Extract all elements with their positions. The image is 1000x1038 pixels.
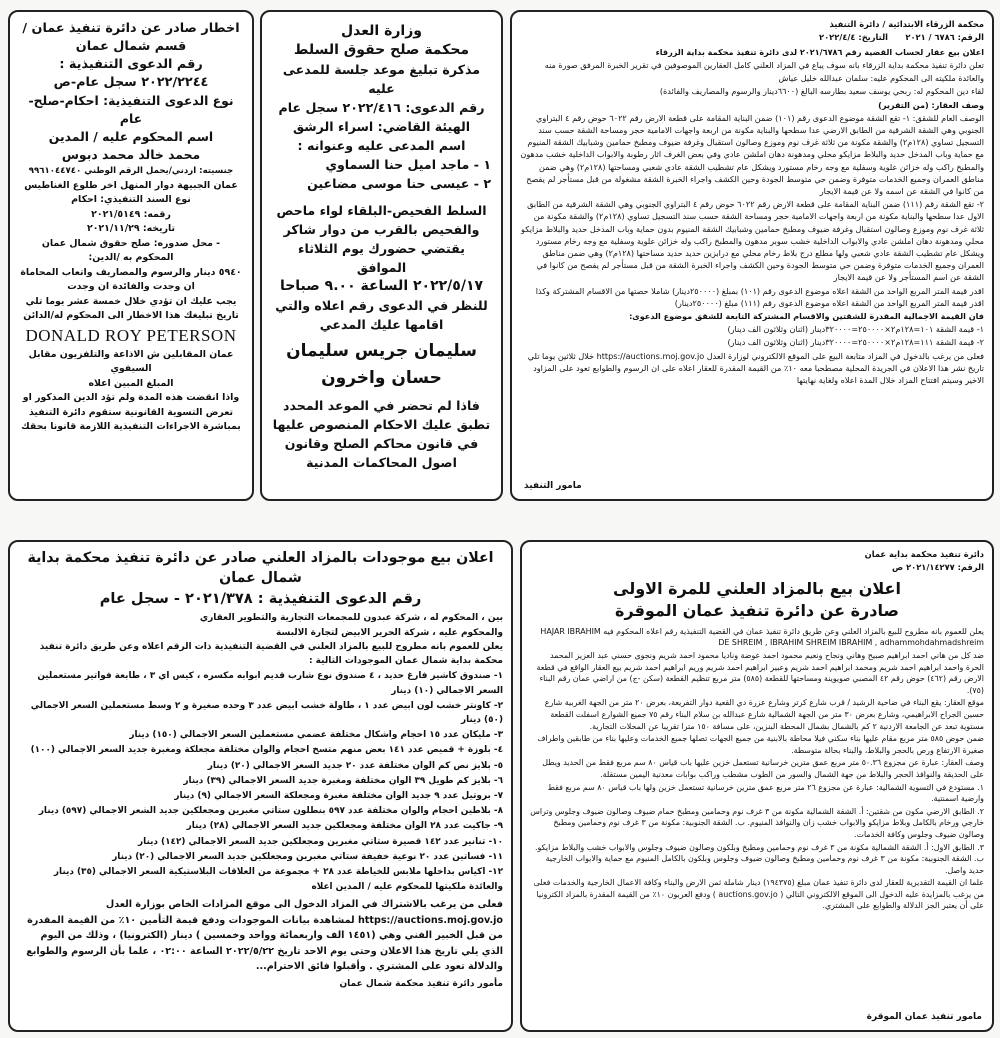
ad3-debtor-label: اسم المحكوم عليه / المدين [48,129,214,144]
ad2-attend: يقتضي حضورك يوم الثلاثاء الموافق [298,241,465,275]
ad4-body [530,626,984,912]
ad1-p5: الوصف العام للشقق: ١- تقع الشقة موضوع الدعوى رقم (١٠١) ضمن البناية المقامة على قطعة الارض رقم ٦٠٢٢ حوض رقم ٤ البتراوي الجنوبي وهي الشقة الشرقية من الطابق الارضي عدا سطحها والبناية مكونة من اربعة واجهات الامامية حجر ومساحة الشقة حسب سند التسجيل تساوي (١٢٨م٢) والشقة مكونة من ثلاثة غرف نوم وموزع وصالون استقبال وغرفة ضيوف ومطبخ حمامين وشبابيك الشقة المنيوم مع حماية وباب المدخل حديد والبلاط مزايكو محلي ومدهونة دهان املشن عادي وفي بعض الغرف اثار رطوبة والابواب الداخلية خشب مدهون والمطبخ راكب وله خزائن علوية وسفلية مع وجه رخام مستورد ويشكل عام تشطيب الشقة عادي شعبي ومساحتها (١٢٨م٢) وهي ضمن مناطق العمران وجميع الخدمات متوفرة وضمن حي متوسط الجودة وحين الكشف واجراء الخبرة الشقة مشغولة من قبل مستأجر لم يفصح من كانوا في الشقة عن اسمه ولا عن قيمة الايجار [520,112,984,197]
list-item: ١٠- تنانير عدد ١٤٢ قصيرة ستاتي مغبرين ومجعلكين جديد السعر الاجمالي (١٤٢) دينار [138,836,503,847]
ad4-title-1: اعلان بيع بالمزاد العلني للمرة الاولى [613,578,901,598]
ad3-debtor: محمد خالد محمد دبوس [61,147,201,162]
ad5-title-1: اعلان بيع موجودات بالمزاد العلني صادر عن دائرة تنفيذ محكمة بداية شمال عمان [27,550,494,586]
list-item: ١- صندوق كاشير فارغ حديد ، ٤ صندوق نوع شارب قديم ابوابه مكسره ، كيس اي ٣ ، طابعة فواتير مستعملين السعر الاجمالي (١٠) دينار [37,671,503,696]
ad1-court: محكمة الزرقاء الابتدائية / دائرة التنفيذ [829,19,984,29]
ad4-p0: يعلن للعموم بانه مطروح للبيع بالمزاد العلني وعن طريق دائرة تنفيذ عمان في القضية التنفيذية رقم اعلاه المحكوم فيه HAJAR IBRAHIM DE SHREIM , IBRAHIM SHREIM IBRAHIM , adhammohdahmadshreim [540,626,984,648]
ad3-amount-ref: المبلغ المبين اعلاه [88,377,174,389]
list-item: ١٢- اكياس بداخلها ملابس للخياطة عدد ٢٨ + مجموعة من العلاقات البلاستيكية السعر الاجمالي (٣٥) دينار [53,867,503,878]
ad2-date-time: ٢٠٢٢/٥/١٧ الساعة ٩.٠٠ صباحا [279,278,484,294]
ad-amman-notice [8,10,254,501]
list-item: ١١- فساتين عدد ٢٠ نوعية خفيفة ستاتي مغبرين ومجعلكين جديد السعر الاجمالي (٢٠) دينار [112,851,503,862]
ad3-footer [18,348,244,435]
ad5-announce: يعلن للعموم بانه مطروح للبيع بالمزاد العلني في القضية التنفيذية ذات الرقم اعلاه وعن طريق دائرة تنفيذ محكمة بداية شمال عمان الموجودات التالية : [39,642,503,666]
ad4-p1: ضد كل من هاني احمد ابراهيم صبيح وهاني ونجاح ونعيم محمود احمد عوضة وناديا محمود احمد شريم ونجوى حسني عبد العزيز المحمد الحرة واحمد ابراهيم احمد شريم ومحمد ابراهيم احمد شريم وعبير ابراهيم احمد شريم وريم ابراهيم احمد شريم بيع العقار الواقع في قطعة الارض رقم (٤٦٢) حوض رقم ٤٢ المصبي صويوينة ومساحتها للقطعة (٥٨٥) متر مربع تنظيم القطعة (سكن -ج) من اراضي عمان رقم البناء (٧٥). [536,651,984,695]
ad1-p4: وصف العقار: (من التقرير) [878,99,984,110]
ad1-p3: لقاء دين المحكوم له: ربحي يوسف سعيد بطارسه البالغ (٦٦٠٠دينار والرسوم والمصاريف والفائدة) [659,86,984,97]
ad1-p1: تعلن دائرة تنفيذ محكمة بداية الزرقاء بانه سوف يباع في المزاد العلني كامل العقارين الموصوفين في تقرير الخبرة المرفق صورة منه [544,60,984,71]
ad1-p7: اقدر قيمة المتر المربع الواحد من الشقة اعلاه موضوع الدعوى رقم (١٠١) بمبلغ (٢٥٠٠٠٠دينار) شاملا حصتها من الاقسام المشتركة وكذا اقدر قيمة المتر المربع الواحد من الشقة اعلاه موضوع الدعوى رقم (١١١) مبلغ (٢٥٠٠٠٠دينار) [535,285,984,308]
ad5-items [18,669,503,894]
ad5-ownership: والعائدة ملكيتها للمحكوم عليه / المدين اعلاه [311,882,503,893]
ad3-creditor: DONALD ROY PETERSON [25,325,237,345]
ad4-p5: ١. مستودع في التسوية الشمالية: عبارة عن مجزوع ٢٦ متر مربع عمق مترين خرسانية تستعمل خزين ولها باب قياس ٨٠ سم مربع فقط وارضية اسمنتية. [547,782,984,804]
ad4-header [530,548,984,574]
list-item: ٨- بلاطين احجام والوان مختلفة عدد ٥٩٧ بنطلون ستاتي مغبرين ومجعلكين جديد الشعر الاجمالي (٥٩٧) دينار [38,806,503,817]
list-item: ٩- جاكيت عدد ٢٨ الوان مختلفة ومجعلكين جديد السعر الاجمالي (٢٨) دينار [186,821,503,832]
ad2-judge: الهيئة القاضي: اسراء الرشق [292,119,471,134]
ad1-p11: فعلى من يرغب بالدخول في المزاد متابعة البيع على الموقع الالكتروني لوزارة العدل https://auctions.moj.gov.jo خلال ثلاثين يوما تلي تاريخ نشر هذا الاعلان في الجريدة المحلية مصطحبا معه ١٠٪ من القيمة المقدرة للعقار اعلاه على ان الرسوم والطوابع تعود على المزاود الاخير وسيتم افتتاح المزاد خلال المدة اعلاه ولغاية نهايتها [527,350,984,386]
ad1-p6: ٢- تقع الشقة رقم (١١١) ضمن البناية المقامة على قطعة الارض رقم ٦٠٢٢ حوض رقم ٤ البتراوي الجنوبي وهي الشقة الشرقية من الطابق الاول عدا سطحها والبناية مكونة من اربعة واجهات الامامية حجر ومساحة الشقة حسب سند التسجيل تساوي (١٢٨م٢) والشقة مكونة من ثلاثة غرف نوم وموزع وصالون استقبال وغرفة ضيوف ومطبخ حمامين وشبابيك الشقة المنيوم بدون حماية وباب المدخل حديد والبلاط مزايكو محلي ومدهونة دهان املشن عادي والابواب الداخلية خشب سوبر مدهون والمطبخ راكب وله خزائن علوية وسفلية مع وجه رخام مستورد ويشكل عام تشطيب الشقة عادي شعبي ولها مطلع درج بلاط رخام محلي مع درابزين حديد حديد مساحتها (١٢٨م٢) وهي ضمن مناطق العمران وجميع الخدمات متوفرة وضمن حي متوسط الجودة وحين الكشف واجراء الخبرة الشقة من قبل مستأجر لم يفصح من كانوا في الشقة عن اسم المستأجر ولا عن قيمة الايجار [521,199,984,283]
ad1-date: التاريخ: ٢٠٢٢/٤/٤ [819,32,889,43]
ad1-body [520,46,984,386]
ad3-creditor-address: عمان المقابلين ش الاذاعة والتلفزيون مقابل السيفوي [28,348,234,374]
list-item: ٧- بروتيل عدد ٩ جديد الوان مختلفة مغبرة ومجعلكة السعر الاجمالي (٩) دينار [174,791,503,801]
ad2-ministry: وزارة العدل [341,23,422,39]
ad4-p8: علما ان القيمة التقديرية للعقار لدى دائرة تنفيذ عمان مبلغ (١٩٤٣٧٥) دينار شاملة ثمن الارض والبناء وكافة الاعمال الخارجية والخدمات فعلى من يرغب بالمزايدة عليه الدخول الى الموقع الالكتروني التالي ( auctions.gov.jo ) ودفع العربون ١٠٪ من القيمة المقدرة بالمزاد الكترونيا على أن يعتبر الجز الدلالة والطوابع على المشتري. [533,878,984,911]
ad4-title-2: صادرة عن دائرة تنفيذ عمان الموقرة [615,600,899,620]
ad4-p4: وصف العقار: عبارة عن مجزوع ٥٠.٣٦ متر مربع عمق مترين خرسانية تستعمل خزين عليها باب قياس ٨٠ سم مربع فقط من الحديد ويطل على الحديقة والنوافذ الحجر والبلاط من جهة الشمال والسور من الطوب مشطب وراكب بوابات معدنية اليمين مستقلة. [542,758,984,779]
ad1-header [520,18,984,44]
ad2-case-number: رقم الدعوى: ٢٠٢٢/٤١٦ سجل عام [278,100,485,115]
ad4-signature: مامور تنفيذ عمان الموقرة [866,1012,982,1022]
ad2-plaintiff: سليمان جريس سليمان حسان واخرون [286,341,477,388]
ad1-numbers [520,31,984,43]
ad3-doc-number: رقمه: ٢٠٢١/٥١٤٩ [91,208,171,220]
ad4-p6: ٢. الطابق الارضي مكون من شقتين: أ. الشقة الشمالية مكونة من ٣ غرف نوم وحمامين ومطبخ حمام ضيوف وصالون ضيوف وجلوس وتراس خارجي ورخام بالكامل وبلاط مزايكو والابواب خشب زان والنوافذ المنيوم. ب. الشقة الجنوبية: مكونة من ٣ غرف نوم وحمامين ومطبخ وصالون ضيوف وجلوس وكافة الخدمات. [530,806,984,839]
ad1-p9: ١- قيمة الشقة ١٠١=١٢٨م٢×٢٥٠٠٠٠=٣٢٠٠٠٠دينار (اثنان وثلاثون الف دينار) [727,324,984,335]
ad4-p2: موقع العقار: يقع البناء في ضاحية الرشيد / قرب شارع كرتر وشارع عزرة دي القعية دوار التفريعة، بعرض ٢٠ متر من الجهة الغربية شارع حسين الجراح الابراهيمي، وشارع بعرض ٣٠ متر من الجهة الشمالية شارع عبدالله بن سلام البناء رقم ٧٥ جميع الشوارع اسفلت القطعة مستوية تبعد عن الجامعة الاردنية ٢ كم بالشمال بشمال المحطة البنزين، على مسافة ١٥٠ مترا تقريبا عن المحلات التجارية. [544,698,984,731]
ad2-warning: فاذا لم تحضر في الموعد المحدد تطبق عليك الاحكام المنصوص عليها في قانون محاكم الصلح وقانون اصول المحاكمات المدنية [272,398,491,470]
ad1-p0: اعلان بيع عقار لحساب القضية رقم ٢٠٢١/٦٧٨٦ لدى دائرة تنفيذ محكمة بداية الزرقاء [655,46,984,57]
list-item: ٥- بلايز نص كم الوان مختلفة عدد ٢٠ جديد السعر الاجمالي (٢٠) دينار [207,760,503,771]
ad3-address: عمان الجبيهة دوار المنهل اخر طلوع الغناطيس [24,179,238,191]
ad1-p10: ٢- قيمة الشقة ١١١=١٢٨م٢×٢٥٠٠٠٠=٣٢٠٠٠٠دينار (اثنان وثلاثون الف دينار) [727,337,984,348]
ad2-plaintiff-label: للنظر في الدعوى رقم اعلاه والتي اقامها عليك المدعي [275,298,488,332]
ad5-signature: مأمور دائرة تنفيذ محكمة شمال عمان [339,978,503,989]
ad1-number: الرقم: ٦٧٨٦ / ٢٠٢١ [905,32,984,43]
list-item: ٣- مليكان عدد ١٥ احجام واشكال مختلفة عضمي مستعملين السعر الاجمالي (١٥٠) دينار [129,730,503,741]
ad3-consequence: واذا انقضت هذه المدة ولم تؤد الدين المذكور او تعرض التسوية القانونية ستقوم دائرة التنفيذ بمباشرة الاجراءات التنفيذية اللازمة قانونا بحقك [21,392,241,432]
ad4-p7: ٣. الطابق الاول: أ. الشقة الشمالية مكونة من ٣ غرف نوم وحمامين ومطبخ وبلكون وصالون ضيوف وجلوس والابواب خشب والبلاط مزايكو. ب. الشقة الجنوبية: مكونة من ٣ غرف نوم وحمامين ومطبخ وصالون ضيوف وجلوس وبلكون بالكامل المنيوم مع حماية والابواب الخارجية حديد واصل. [534,842,984,875]
ad3-issuer: - محل صدوره: صلح حقوق شمال عمان [41,237,221,249]
ad3-case-label: رقم الدعوى التنفيذية : [59,57,203,72]
ad-salt-court-summons [260,10,503,501]
ad2-defendant-1: ١ - ماجد اميل حنا السماوي [325,157,491,172]
ad5-title-2: رقم الدعوى التنفيذية : ٢٠٢١/٣٧٨ - سجل عام [99,590,422,607]
ad3-details [18,164,244,324]
list-item: ٤- بلوزة + قميص عدد ١٤١ بعض منهم متسخ احجام والوان مختلفة مجعلكة ومغبرة جديد السعر الاجمالي (١٠٠) [30,745,503,756]
ad2-address: السلط الفحيص-البلقاء لواء ماحص والفحيص بالقرب من دوار شاكر [276,203,487,237]
ad3-doc-date: تاريخه: ٢٠٢١/١١/٢٩ [86,223,176,234]
ad1-p2: والعائدة ملكيته الى المحكوم عليه: سلمان عبدالله خليل عياش [778,73,984,84]
ad3-doc-type: نوع السند التنفيذي: احكام [71,194,191,205]
ad5-intro [18,612,503,668]
ad-north-amman-goods-auction [8,540,513,1032]
ad2-court: محكمة صلح حقوق السلط [293,42,470,58]
ad5-creditor: بين ، المحكوم له ، شركة عبدون للمجمعات التجارية والتطوير العقاري [199,613,503,623]
ad4-title [530,578,984,622]
ad3-amount: ٥٩٤٠ دينار والرسوم والمصاريف واتعاب المحاماة ان وجدت والفائدة ان وجدت [20,266,242,292]
ad3-id: جنسيته: اردني/يحمل الرقم الوطني ٩٩٦١٠٤٤٧٤٠ [28,166,234,176]
ad2-memo: مذكرة تبليغ موعد جلسة للمدعى عليه [282,62,481,96]
ad5-closing: فعلى من يرغب بالاشتراك في المزاد الدخول الى موقع المزادات الخاص بوزارة العدل https://auctions.moj.gov.jo لمشاهدة بيانات الموجودات ودفع قيمة التأمين ١٠٪ من القيمة المقدرة من قبل الخبير الفني وهي (١٤٥١ الف واربعمائة وواحد وخمسين ) دينار (الكترونيا) ، وذلك من اليوم الذي يلي تاريخ هذا الاعلان وحتى يوم الاحد تاريخ ٢٠٢٢/٥/٢٢ الساعة ٠٢:٠٠ ، علما بأن الرسوم والطوابع والدلالة تعود على المشتري . وأقبلوا فائق الاحترام... [26,899,503,973]
ad3-case-number: ٢٠٢٢/٢٢٤٤ سجل عام-ص [53,75,209,90]
ad3-deadline: يجب عليك ان تؤدي خلال خمسة عشر يوما تلي تاريخ تبليغك هذا الاخطار الى المحكوم له/الدائن [23,295,239,321]
ad2-defendant-label: اسم المدعى عليه وعنوانه : [297,138,466,153]
list-item: ٢- كاونتر خشب لون ابيض عدد ١ ، طاولة خشب ابيض عدد ٣ وحده صغيرة و ٢ وسط مستعملين السعر الاجمالي (٥٠) دينار [30,700,503,725]
ad1-signature: مامور التنفيذ [524,481,582,491]
ad4-court: دائرة تنفيذ محكمة بداية عمان [864,549,984,559]
ad3-judgment-label: المحكوم به /الدين: [88,252,174,263]
ad3-title: اخطار صادر عن دائرة تنفيذ عمان /قسم شمال عمان [22,21,240,54]
ad1-p8: فان القيمة الاجمالية المقدرة للشقتين والاقسام المشتركة التابعة للشقق موضوع الدعوى: [629,311,984,322]
ad2-defendant-2: ٢ - عيسى حنا موسى مضاعين [307,176,491,191]
ad4-p3: ضمن حوض ٥٨٥ متر مربع مقام عليها بناء سكني فيلا محاطة بالابنية من جميع الجهات تصلها جميع الخدمات وعليها بناء من طابقين واطراف صغيرة الارتفاع ورص بالحجر والبلاط، والبناء بحالة متوسطة. [537,734,984,755]
ad5-debtor: والمحكوم عليه ، شركة الحرير الابيض لتجارة الالبسة [275,627,503,638]
ad-zarqa-property-sale [510,10,994,501]
ad5-title [18,548,503,610]
ad4-number: الرقم: ٢٠٢١/١٤٢٧٧ ص [892,562,984,573]
list-item: ٦- بلايز كم طويل ٣٩ الوان مختلفة ومغبرة جديد السعر الاجمالي (٣٩) دينار [183,775,503,786]
ad-amman-property-auction [520,540,994,1032]
ad3-case-type: نوع الدعوى التنفيذية: احكام-صلح-عام [28,93,234,126]
